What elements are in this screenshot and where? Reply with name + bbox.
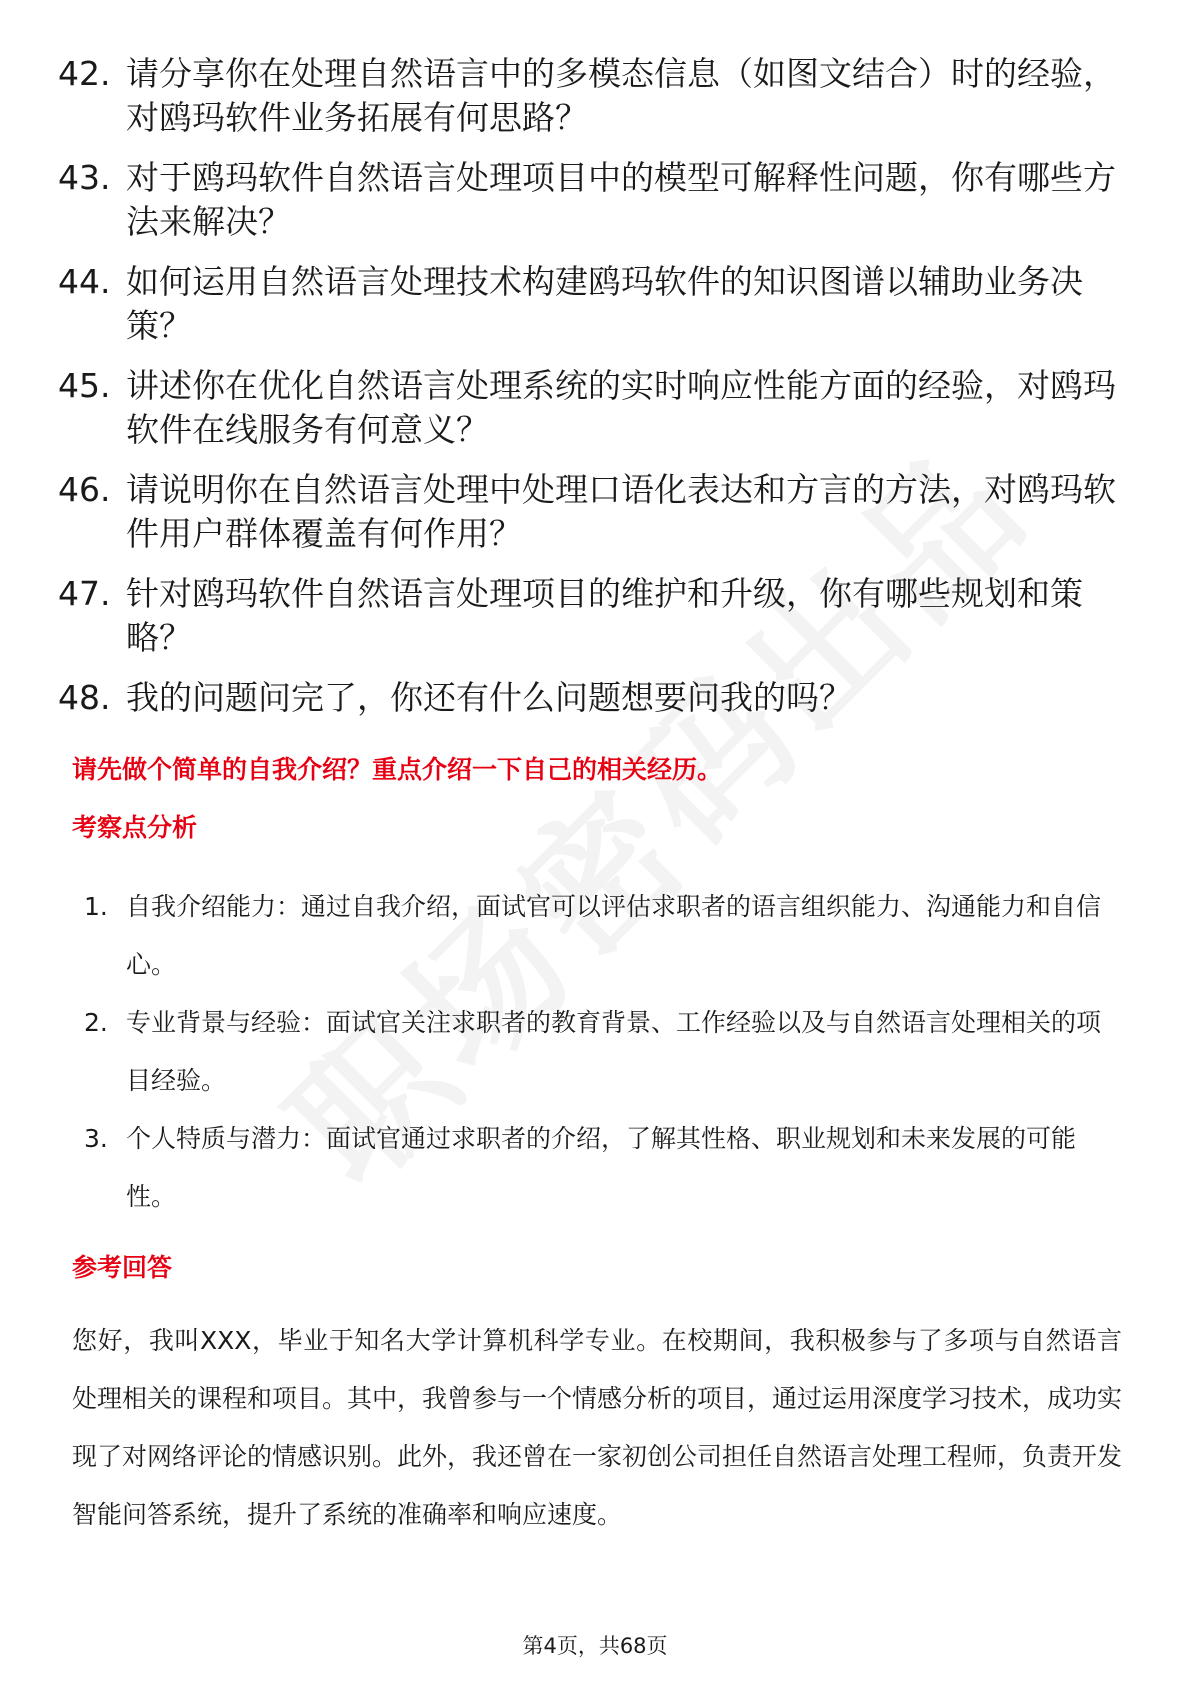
answer-paragraph: 您好，我叫XXX，毕业于知名大学计算机科学专业。在校期间，我积极参与了多项与自然语言处理相关的课程和项目。其中，我曾参与一个情感分析的项目，通过运用深度学习技术，成功实现了对网络评论的情感识别。此外，我还曾在一家初创公司担任自然语言处理工程师，负责开发智能问答系统，提升了系统的准确率和响应速度。 [72, 1326, 1123, 1529]
question-text: 对于鸥玛软件自然语言处理项目中的模型可解释性问题，你有哪些方法来解决？ [126, 158, 1116, 241]
question-item [58, 156, 1118, 244]
question-item [58, 468, 1118, 556]
question-number: 47. [58, 574, 111, 613]
question-item [58, 676, 1118, 720]
question-number: 43. [58, 158, 111, 197]
point-number: 2. [84, 1008, 108, 1037]
point-text: 专业背景与经验：面试官关注求职者的教育背景、工作经验以及与自然语言处理相关的项目经验。 [126, 1008, 1102, 1095]
page-footer: 第4页，共68页 [522, 1634, 668, 1658]
analysis-point [84, 994, 1124, 1110]
question-text: 针对鸥玛软件自然语言处理项目的维护和升级，你有哪些规划和策略？ [126, 574, 1083, 657]
question-list [58, 52, 1118, 736]
point-text: 个人特质与潜力：面试官通过求职者的介绍，了解其性格、职业规划和未来发展的可能性。 [126, 1124, 1077, 1211]
question-number: 46. [58, 470, 111, 509]
analysis-point [84, 878, 1124, 994]
question-item [58, 260, 1118, 348]
point-number: 3. [84, 1124, 108, 1153]
question-text: 我的问题问完了，你还有什么问题想要问我的吗？ [126, 678, 852, 717]
question-text: 请说明你在自然语言处理中处理口语化表达和方言的方法，对鸥玛软件用户群体覆盖有何作用？ [126, 470, 1116, 553]
question-headline: 请先做个简单的自我介绍？重点介绍一下自己的相关经历。 [72, 755, 723, 784]
question-number: 42. [58, 54, 111, 93]
point-number: 1. [84, 892, 108, 921]
question-number: 44. [58, 262, 111, 301]
question-text: 请分享你在处理自然语言中的多模态信息（如图文结合）时的经验，对鸥玛软件业务拓展有何思路？ [126, 54, 1116, 137]
question-item [58, 52, 1118, 140]
question-item [58, 572, 1118, 660]
question-item [58, 364, 1118, 452]
answer-heading: 参考回答 [72, 1253, 173, 1282]
question-number: 48. [58, 678, 111, 717]
question-number: 45. [58, 366, 111, 405]
analysis-point-list [84, 878, 1124, 1226]
point-text: 自我介绍能力：通过自我介绍，面试官可以评估求职者的语言组织能力、沟通能力和自信心。 [126, 892, 1102, 979]
analysis-heading: 考察点分析 [72, 813, 198, 842]
analysis-point [84, 1110, 1124, 1226]
question-text: 讲述你在优化自然语言处理系统的实时响应性能方面的经验，对鸥玛软件在线服务有何意义？ [126, 366, 1116, 449]
question-text: 如何运用自然语言处理技术构建鸥玛软件的知识图谱以辅助业务决策？ [126, 262, 1083, 345]
